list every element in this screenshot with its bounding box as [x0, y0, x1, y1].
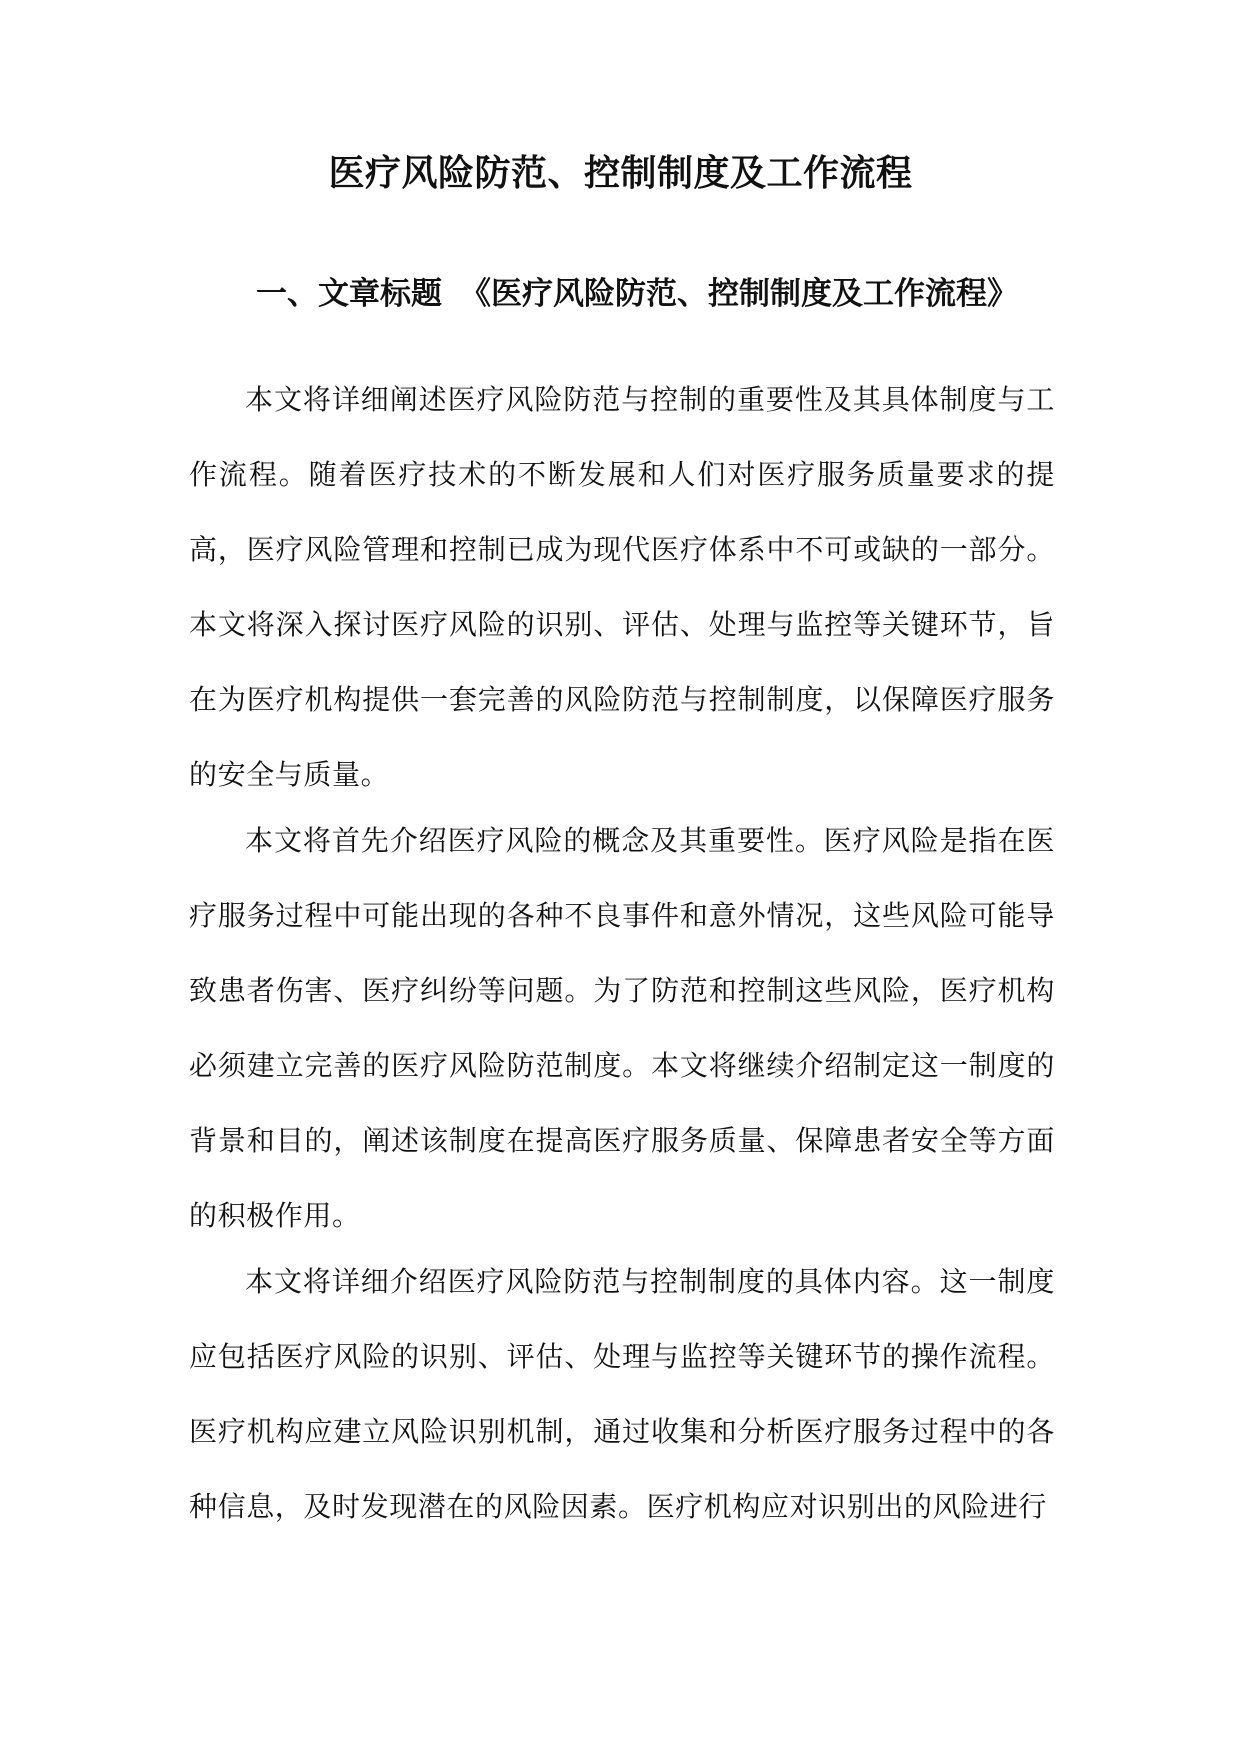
body-paragraph-2: 本文将首先介绍医疗风险的概念及其重要性。医疗风险是指在医疗服务过程中可能出现的各种不良事件和意外情况，这些风险可能导致患者伤害、医疗纠纷等问题。为了防范和控制这些风险，医疗机构必须建立完善的医疗风险防范制度。本文将继续介绍制定这一制度的背景和目的，阐述该制度在提高医疗服务质量、保障患者安全等方面的积极作用。	[189, 824, 1055, 1232]
section-heading-text: 《医疗风险防范、控制制度及工作流程》	[460, 276, 1018, 312]
section-heading	[256, 272, 1018, 316]
body-paragraph-3: 本文将详细介绍医疗风险防范与控制制度的具体内容。这一制度应包括医疗风险的识别、评估、处理与监控等关键环节的操作流程。医疗机构应建立风险识别机制，通过收集和分析医疗服务过程中的各种信息，及时发现潜在的风险因素。医疗机构应对识别出的风险进行	[189, 1265, 1055, 1523]
document-title: 医疗风险防范、控制制度及工作流程	[328, 152, 913, 194]
body-paragraph-1: 本文将详细阐述医疗风险防范与控制的重要性及其具体制度与工作流程。随着医疗技术的不断发展和人们对医疗服务质量要求的提高，医疗风险管理和控制已成为现代医疗体系中不可或缺的一部分。本文将深入探讨医疗风险的识别、评估、处理与监控等关键环节，旨在为医疗机构提供一套完善的风险防范与控制制度，以保障医疗服务的安全与质量。	[189, 383, 1055, 791]
section-heading-number: 一、文章标题	[256, 276, 442, 312]
